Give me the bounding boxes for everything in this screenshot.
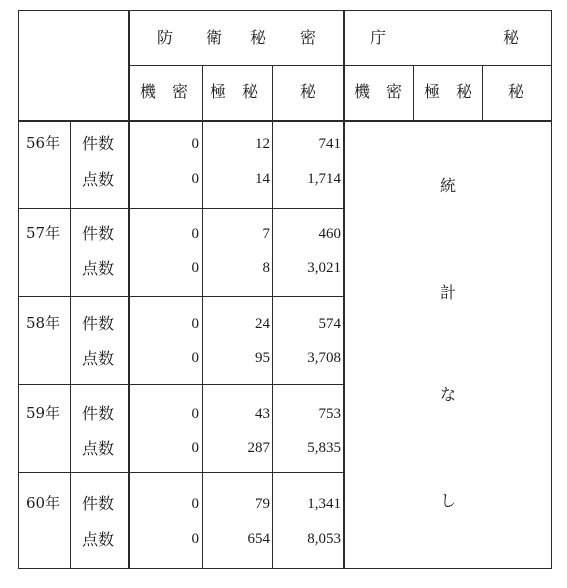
year-60: 60年 bbox=[26, 494, 61, 512]
label-cases: 件数 bbox=[82, 404, 115, 423]
label-points: 点数 bbox=[82, 439, 115, 458]
cell: 79 bbox=[255, 496, 270, 512]
rule-left bbox=[18, 10, 19, 569]
subheader-gokuhi: 極 秘 bbox=[210, 82, 259, 101]
cell: 0 bbox=[191, 350, 199, 366]
header-agency-2: 秘 bbox=[503, 28, 520, 47]
rule-bottom bbox=[18, 568, 552, 569]
no-stats-char-3: な bbox=[440, 385, 457, 404]
rule-col5 bbox=[482, 65, 483, 121]
cell: 0 bbox=[191, 260, 199, 276]
cell: 0 bbox=[191, 226, 199, 242]
cell: 287 bbox=[247, 440, 270, 456]
cell: 3,021 bbox=[307, 260, 341, 276]
rule-year-sep bbox=[70, 122, 71, 568]
cell: 574 bbox=[318, 316, 341, 332]
no-stats-char-4: し bbox=[440, 491, 457, 510]
rule-label-sep bbox=[128, 10, 130, 569]
header-defense-1: 防 bbox=[157, 28, 174, 47]
cell: 0 bbox=[191, 316, 199, 332]
cell: 12 bbox=[255, 136, 270, 152]
cell: 741 bbox=[318, 136, 341, 152]
rule-right bbox=[551, 10, 552, 569]
label-cases: 件数 bbox=[82, 224, 115, 243]
cell: 3,708 bbox=[307, 350, 341, 366]
subheader-gokuhi-2: 極 秘 bbox=[424, 82, 473, 101]
cell: 24 bbox=[255, 316, 270, 332]
cell: 8 bbox=[262, 260, 270, 276]
rule-col2 bbox=[272, 65, 273, 568]
cell: 0 bbox=[191, 136, 199, 152]
cell: 0 bbox=[191, 406, 199, 422]
cell: 0 bbox=[191, 440, 199, 456]
no-stats-char-2: 計 bbox=[440, 283, 457, 302]
rule-col4 bbox=[413, 65, 414, 121]
rule-row-57 bbox=[18, 296, 344, 297]
header-agency-1: 庁 bbox=[370, 28, 387, 47]
label-cases: 件数 bbox=[82, 134, 115, 153]
cell: 654 bbox=[247, 531, 270, 547]
cell: 753 bbox=[318, 406, 341, 422]
subheader-hi: 秘 bbox=[300, 82, 317, 101]
rule-header-bottom bbox=[18, 120, 552, 122]
label-points: 点数 bbox=[82, 170, 115, 189]
rule-row-59 bbox=[18, 472, 344, 473]
subheader-hi-2: 秘 bbox=[508, 82, 525, 101]
label-points: 点数 bbox=[82, 259, 115, 278]
subheader-kimitsu-2: 機 密 bbox=[354, 82, 403, 101]
header-defense-4: 密 bbox=[300, 28, 317, 47]
cell: 5,835 bbox=[307, 440, 341, 456]
cell: 43 bbox=[255, 406, 270, 422]
cell: 460 bbox=[318, 226, 341, 242]
cell: 14 bbox=[255, 171, 270, 187]
cell: 1,341 bbox=[307, 496, 341, 512]
rule-col1 bbox=[202, 65, 203, 568]
header-defense-2: 衛 bbox=[206, 28, 223, 47]
year-58: 58年 bbox=[26, 314, 61, 332]
year-57: 57年 bbox=[26, 224, 61, 242]
no-stats-char-1: 統 bbox=[440, 176, 457, 195]
label-points: 点数 bbox=[82, 349, 115, 368]
rule-group-sep bbox=[343, 10, 345, 569]
cell: 7 bbox=[262, 226, 270, 242]
label-cases: 件数 bbox=[82, 494, 115, 513]
rule-row-58 bbox=[18, 384, 344, 385]
cell: 0 bbox=[191, 496, 199, 512]
label-cases: 件数 bbox=[82, 314, 115, 333]
cell: 8,053 bbox=[307, 531, 341, 547]
cell: 1,714 bbox=[307, 171, 341, 187]
rule-header-mid bbox=[128, 65, 552, 66]
label-points: 点数 bbox=[82, 530, 115, 549]
cell: 95 bbox=[255, 350, 270, 366]
cell: 0 bbox=[191, 171, 199, 187]
cell: 0 bbox=[191, 531, 199, 547]
year-59: 59年 bbox=[26, 404, 61, 422]
year-56: 56年 bbox=[26, 134, 61, 152]
header-defense-3: 秘 bbox=[250, 28, 267, 47]
subheader-kimitsu: 機 密 bbox=[140, 82, 189, 101]
rule-top bbox=[18, 10, 552, 11]
rule-row-56 bbox=[18, 208, 344, 209]
